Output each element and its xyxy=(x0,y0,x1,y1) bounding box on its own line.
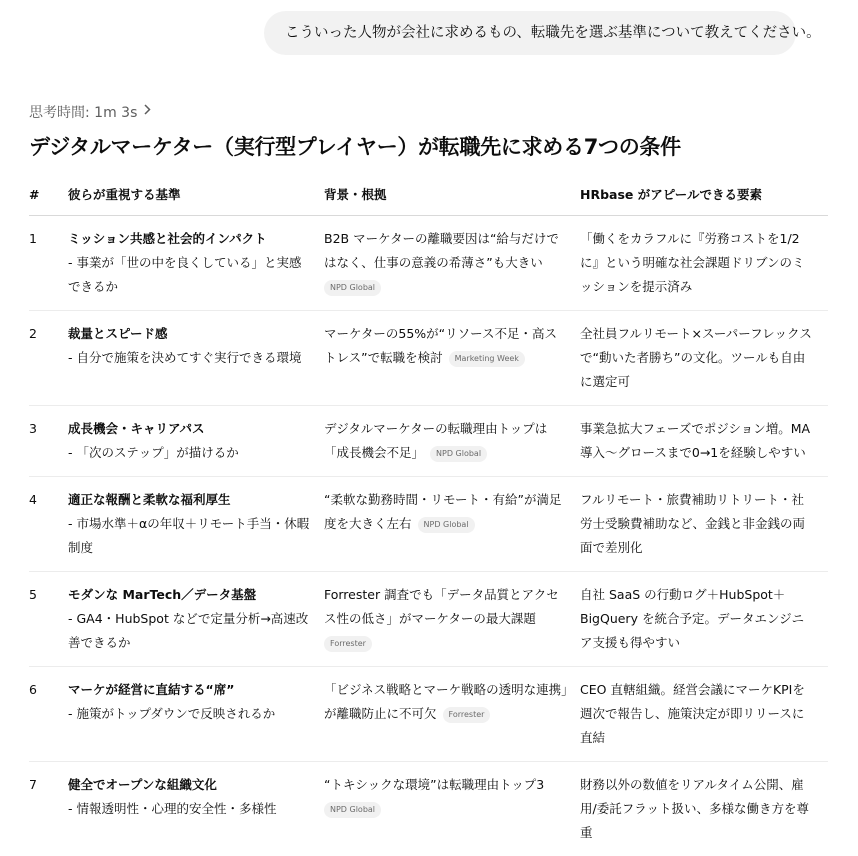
criteria-title: 健全でオープンな組織文化 xyxy=(68,773,312,797)
criteria-title: ミッション共感と社会的インパクト xyxy=(68,227,312,251)
background-text: 「ビジネス戦略とマーケ戦略の透明な連携」が離職防止に不可欠 xyxy=(324,682,567,721)
criteria-title: マーケが経営に直結する“席” xyxy=(68,678,312,702)
table-row xyxy=(29,406,828,477)
criteria-table xyxy=(29,177,828,856)
thinking-label: 思考時間: 1m 3s xyxy=(29,102,137,122)
table-row xyxy=(29,477,828,572)
background-text: デジタルマーケターの転職理由トップは「成長機会不足」 xyxy=(324,421,547,460)
header-appeal: HRbase がアピールできる要素 xyxy=(580,177,828,216)
appeal-cell: 「働くをカラフルに『労務コストを1/2に』という明確な社会課題ドリブンのミッションを提示済み xyxy=(580,216,828,311)
criteria-detail: - GA4・HubSpot などで定量分析→高速改善できるか xyxy=(68,607,312,655)
background-cell xyxy=(324,311,580,406)
header-criteria: 彼らが重視する基準 xyxy=(68,177,324,216)
background-text: マーケターの55%が“リソース不足・高ストレス”で転職を検討 xyxy=(324,326,557,365)
criteria-detail: - 自分で施策を決めてすぐ実行できる環境 xyxy=(68,346,312,370)
header-background: 背景・根拠 xyxy=(324,177,580,216)
criteria-title: 裁量とスピード感 xyxy=(68,322,312,346)
row-number: 4 xyxy=(29,477,68,572)
source-citation[interactable]: NPD Global xyxy=(324,802,381,818)
source-citation[interactable]: NPD Global xyxy=(324,280,381,296)
response-heading: デジタルマーケター（実行型プレイヤー）が転職先に求める7つの条件 xyxy=(29,131,681,161)
source-citation[interactable]: Marketing Week xyxy=(449,351,525,367)
background-cell xyxy=(324,572,580,667)
appeal-cell: 事業急拡大フェーズでポジション増。MA導入～グロースまで0→1を経験しやすい xyxy=(580,406,828,477)
appeal-cell: フルリモート・旅費補助リトリート・社労士受験費補助など、金銭と非金銭の両面で差別化 xyxy=(580,477,828,572)
row-number: 5 xyxy=(29,572,68,667)
appeal-cell: 自社 SaaS の行動ログ＋HubSpot＋BigQuery を統合予定。データエンジニア支援も得やすい xyxy=(580,572,828,667)
criteria-cell xyxy=(68,762,324,856)
appeal-cell: 財務以外の数値をリアルタイム公開、雇用/委託フラット扱い、多様な働き方を尊重 xyxy=(580,762,828,856)
row-number: 1 xyxy=(29,216,68,311)
background-cell xyxy=(324,477,580,572)
table-row xyxy=(29,572,828,667)
source-citation[interactable]: NPD Global xyxy=(418,517,475,533)
source-citation[interactable]: Forrester xyxy=(324,636,372,652)
thinking-toggle[interactable] xyxy=(29,102,151,122)
table-row xyxy=(29,311,828,406)
criteria-title: モダンな MarTech／データ基盤 xyxy=(68,583,312,607)
background-cell xyxy=(324,406,580,477)
background-cell xyxy=(324,762,580,856)
source-citation[interactable]: NPD Global xyxy=(430,446,487,462)
criteria-cell xyxy=(68,311,324,406)
appeal-cell: 全社員フルリモート×スーパーフレックスで“動いた者勝ち”の文化。ツールも自由に選定可 xyxy=(580,311,828,406)
criteria-title: 適正な報酬と柔軟な福利厚生 xyxy=(68,488,312,512)
background-cell xyxy=(324,216,580,311)
criteria-cell xyxy=(68,216,324,311)
criteria-cell xyxy=(68,406,324,477)
background-cell xyxy=(324,667,580,762)
table-header-row xyxy=(29,177,828,216)
criteria-cell xyxy=(68,572,324,667)
appeal-cell: CEO 直轄組織。経営会議にマーケKPIを週次で報告し、施策決定が即リリースに直結 xyxy=(580,667,828,762)
user-message-text: こういった人物が会社に求めるもの、転職先を選ぶ基準について教えてください。 xyxy=(285,25,821,41)
row-number: 2 xyxy=(29,311,68,406)
chevron-right-icon xyxy=(143,104,151,118)
row-number: 3 xyxy=(29,406,68,477)
criteria-detail: - 情報透明性・心理的安全性・多様性 xyxy=(68,797,312,821)
table-row xyxy=(29,216,828,311)
row-number: 6 xyxy=(29,667,68,762)
background-text: “トキシックな環境”は転職理由トップ3 xyxy=(324,777,544,792)
header-num: # xyxy=(29,177,68,216)
background-text: Forrester 調査でも「データ品質とアクセス性の低さ」がマーケターの最大課題 xyxy=(324,587,559,626)
table-row xyxy=(29,762,828,856)
criteria-title: 成長機会・キャリアパス xyxy=(68,417,312,441)
table-row xyxy=(29,667,828,762)
criteria-detail: - 市場水準＋αの年収＋リモート手当・休暇制度 xyxy=(68,512,312,560)
criteria-cell xyxy=(68,667,324,762)
source-citation[interactable]: Forrester xyxy=(443,707,491,723)
background-text: “柔軟な勤務時間・リモート・有給”が満足度を大きく左右 xyxy=(324,492,561,531)
row-number: 7 xyxy=(29,762,68,856)
criteria-detail: - 「次のステップ」が描けるか xyxy=(68,441,312,465)
criteria-detail: - 事業が「世の中を良くしている」と実感できるか xyxy=(68,251,312,299)
background-text: B2B マーケターの離職要因は“給与だけではなく、仕事の意義の希薄さ”も大きい xyxy=(324,231,559,270)
user-message-bubble xyxy=(264,11,796,55)
criteria-cell xyxy=(68,477,324,572)
criteria-detail: - 施策がトップダウンで反映されるか xyxy=(68,702,312,726)
